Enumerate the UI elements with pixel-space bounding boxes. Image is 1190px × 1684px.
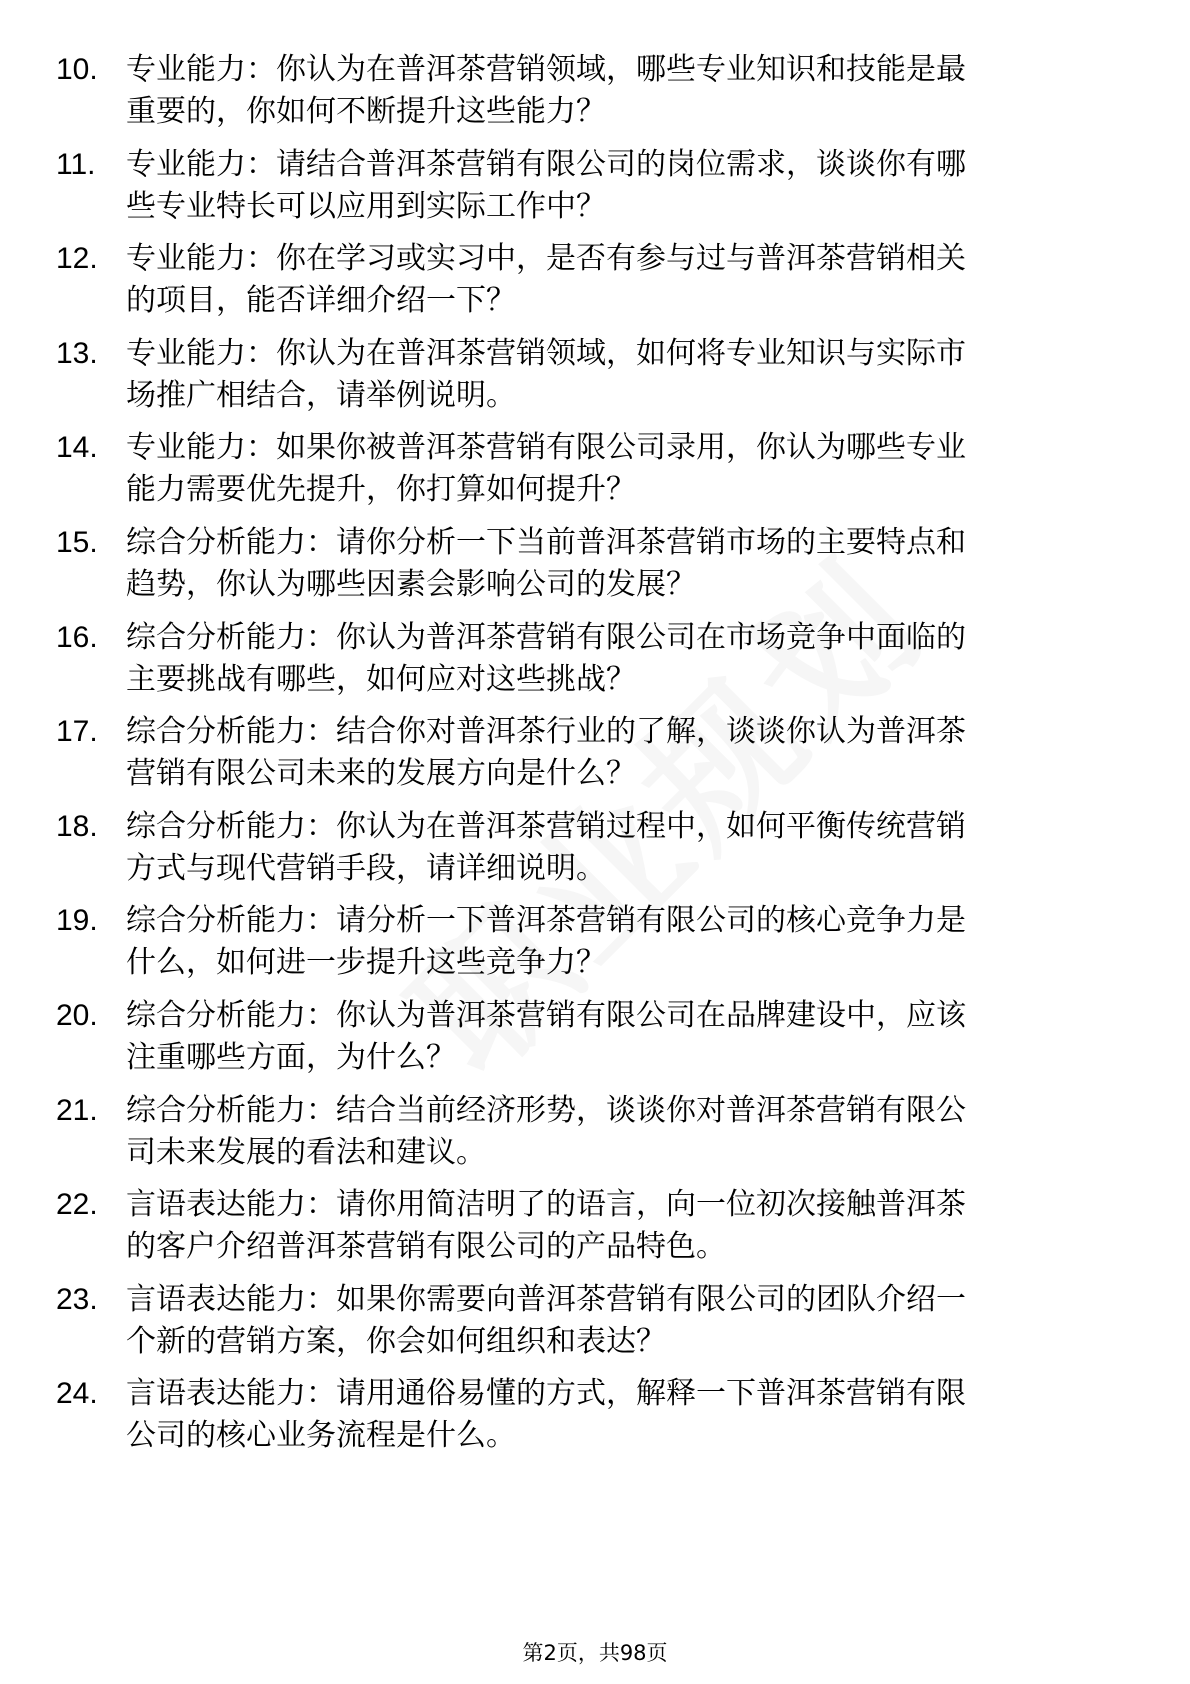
question-number: 12. [56, 242, 98, 276]
question-text [126, 1184, 1106, 1268]
question-item [0, 238, 1190, 333]
question-line: 言语表达能力：请用通俗易懂的方式，解释一下普洱茶营销有限 [126, 1376, 966, 1412]
question-line: 能力需要优先提升，你打算如何提升？ [126, 472, 636, 508]
question-item [0, 333, 1190, 428]
question-line: 营销有限公司未来的发展方向是什么？ [126, 756, 636, 792]
question-line: 专业能力：请结合普洱茶营销有限公司的岗位需求，谈谈你有哪 [126, 146, 966, 182]
question-text [126, 427, 1106, 511]
question-text [126, 522, 1106, 606]
question-text [126, 711, 1106, 795]
question-text [126, 617, 1106, 701]
question-number: 23. [56, 1282, 98, 1316]
question-line: 个新的营销方案，你会如何组织和表达？ [126, 1323, 666, 1359]
question-item [0, 995, 1190, 1090]
question-line: 专业能力：你在学习或实习中，是否有参与过与普洱茶营销相关 [126, 241, 966, 277]
page-footer: 第2页，共98页 [522, 1641, 668, 1665]
question-line: 言语表达能力：如果你需要向普洱茶营销有限公司的团队介绍一 [126, 1281, 966, 1317]
question-item [0, 522, 1190, 617]
question-text [126, 1090, 1106, 1174]
question-line: 趋势，你认为哪些因素会影响公司的发展？ [126, 566, 696, 602]
question-item [0, 900, 1190, 995]
question-line: 综合分析能力：结合当前经济形势，谈谈你对普洱茶营销有限公 [126, 1092, 966, 1128]
question-number: 15. [56, 525, 98, 559]
question-text [126, 333, 1106, 417]
question-line: 注重哪些方面，为什么？ [126, 1039, 456, 1075]
question-list [0, 49, 1190, 1468]
question-item [0, 1184, 1190, 1279]
question-line: 专业能力：你认为在普洱茶营销领域，哪些专业知识和技能是最 [126, 52, 966, 87]
question-text [126, 900, 1106, 984]
question-line: 综合分析能力：请你分析一下当前普洱茶营销市场的主要特点和 [126, 524, 966, 560]
question-line: 重要的，你如何不断提升这些能力？ [126, 94, 606, 129]
question-number: 22. [56, 1188, 98, 1222]
question-number: 14. [56, 431, 98, 465]
question-line: 方式与现代营销手段，请详细说明。 [126, 850, 606, 886]
question-line: 公司的核心业务流程是什么。 [126, 1418, 516, 1454]
question-number: 17. [56, 715, 98, 749]
question-number: 24. [56, 1377, 98, 1411]
question-line: 专业能力：如果你被普洱茶营销有限公司录用，你认为哪些专业 [126, 430, 966, 466]
question-text [126, 806, 1106, 890]
question-number: 18. [56, 809, 98, 843]
question-number: 19. [56, 904, 98, 938]
question-number: 10. [56, 53, 98, 86]
question-line: 些专业特长可以应用到实际工作中？ [126, 188, 606, 224]
question-line: 综合分析能力：请分析一下普洱茶营销有限公司的核心竞争力是 [126, 903, 966, 939]
question-line: 司未来发展的看法和建议。 [126, 1134, 486, 1170]
question-line: 场推广相结合，请举例说明。 [126, 377, 516, 413]
question-line: 专业能力：你认为在普洱茶营销领域，如何将专业知识与实际市 [126, 335, 966, 371]
question-number: 16. [56, 620, 98, 654]
question-text [126, 995, 1106, 1079]
question-item [0, 49, 1190, 144]
question-line: 综合分析能力：结合你对普洱茶行业的了解，谈谈你认为普洱茶 [126, 714, 966, 750]
question-item [0, 427, 1190, 522]
question-item [0, 1279, 1190, 1374]
question-text [126, 49, 1106, 133]
question-item [0, 617, 1190, 712]
question-text [126, 1279, 1106, 1363]
question-item [0, 806, 1190, 901]
question-item [0, 144, 1190, 239]
question-line: 综合分析能力：你认为在普洱茶营销过程中，如何平衡传统营销 [126, 808, 966, 844]
question-line: 什么，如何进一步提升这些竞争力？ [126, 945, 606, 981]
question-item [0, 1373, 1190, 1468]
question-text [126, 1373, 1106, 1457]
question-number: 11. [56, 147, 96, 181]
question-number: 13. [56, 336, 98, 370]
question-item [0, 1090, 1190, 1185]
question-line: 综合分析能力：你认为普洱茶营销有限公司在市场竞争中面临的 [126, 619, 966, 655]
question-line: 的客户介绍普洱茶营销有限公司的产品特色。 [126, 1229, 726, 1265]
question-text [126, 238, 1106, 322]
question-line: 主要挑战有哪些，如何应对这些挑战？ [126, 661, 636, 697]
question-text [126, 144, 1106, 228]
question-number: 21. [56, 1093, 98, 1127]
question-line: 综合分析能力：你认为普洱茶营销有限公司在品牌建设中，应该 [126, 997, 966, 1033]
question-line: 言语表达能力：请你用简洁明了的语言，向一位初次接触普洱茶 [126, 1187, 966, 1223]
question-number: 20. [56, 998, 98, 1032]
question-item [0, 711, 1190, 806]
question-line: 的项目，能否详细介绍一下？ [126, 283, 516, 319]
